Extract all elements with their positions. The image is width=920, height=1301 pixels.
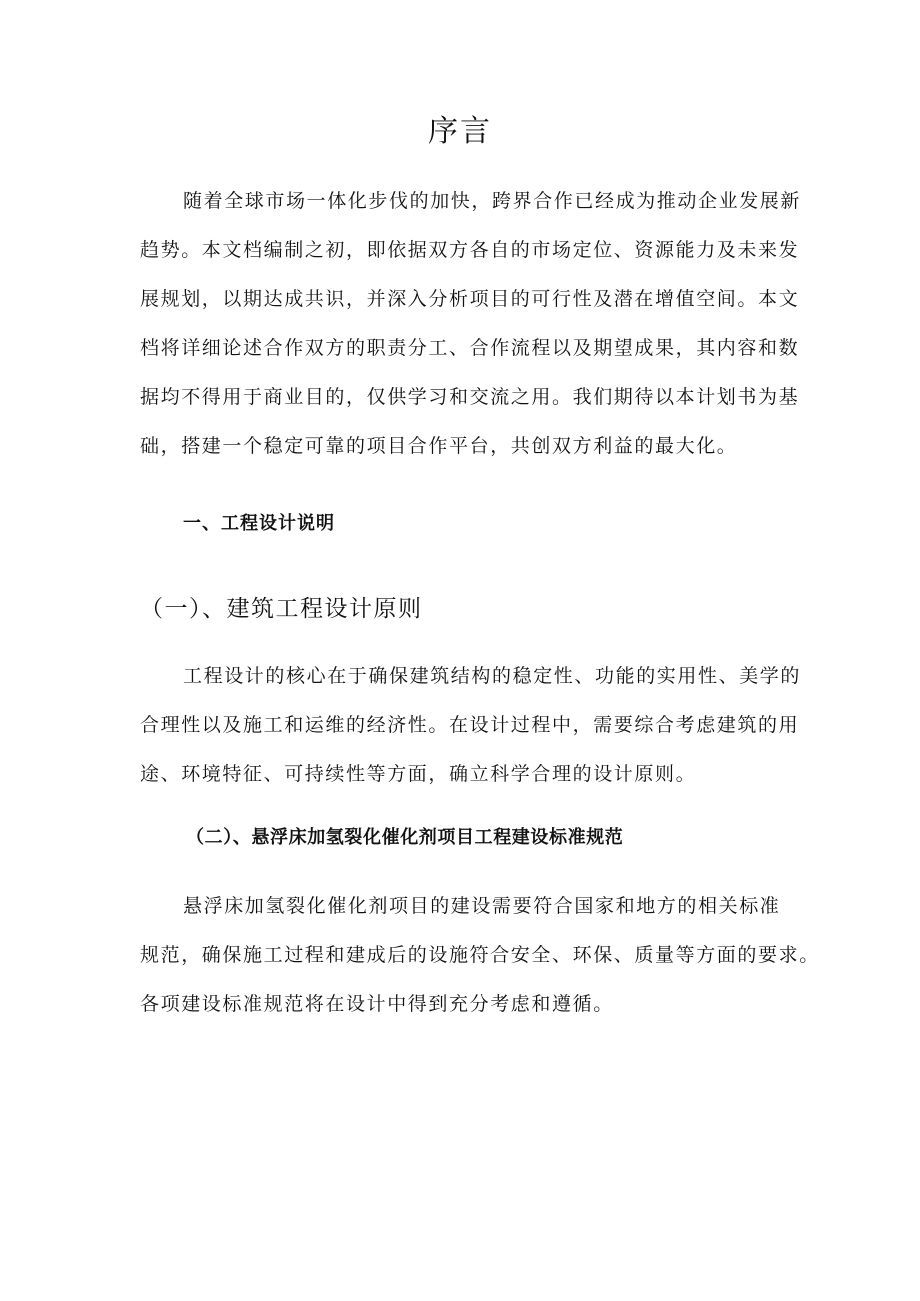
- subsection-heading: （一）、建筑工程设计原则: [140, 596, 423, 622]
- body-line: 规范，确保施工过程和建成后的设施符合安全、环保、质量等方面的要求。: [140, 944, 820, 966]
- preface-line: 展规划，以期达成共识，并深入分析项目的可行性及潜在增值空间。本文: [140, 288, 800, 310]
- preface-line: 随着全球市场一体化步伐的加快，跨界合作已经成为推动企业发展新: [183, 190, 802, 212]
- preface-line: 档将详细论述合作双方的职责分工、合作流程以及期望成果，其内容和数: [140, 337, 800, 359]
- body-line: 悬浮床加氢裂化催化剂项目的建设需要符合国家和地方的相关标准: [183, 895, 781, 917]
- section-heading: 一、工程设计说明: [183, 513, 335, 534]
- body-line: 合理性以及施工和运维的经济性。在设计过程中，需要综合考虑建筑的用: [140, 714, 800, 736]
- preface-line: 础，搭建一个稳定可靠的项目合作平台，共创双方利益的最大化。: [140, 435, 738, 457]
- preface-line: 据均不得用于商业目的，仅供学习和交流之用。我们期待以本计划书为基: [140, 386, 800, 408]
- body-line: 各项建设标准规范将在设计中得到充分考虑和遵循。: [140, 993, 614, 1015]
- preface-line: 趋势。本文档编制之初，即依据双方各自的市场定位、资源能力及未来发: [140, 239, 800, 261]
- subsection-heading: （二）、悬浮床加氢裂化催化剂项目工程建设标准规范: [186, 827, 624, 848]
- body-line: 途、环境特征、可持续性等方面，确立科学合理的设计原则。: [140, 763, 697, 785]
- body-line: 工程设计的核心在于确保建筑结构的稳定性、功能的实用性、美学的: [183, 665, 802, 687]
- page-title: 序言: [428, 114, 492, 149]
